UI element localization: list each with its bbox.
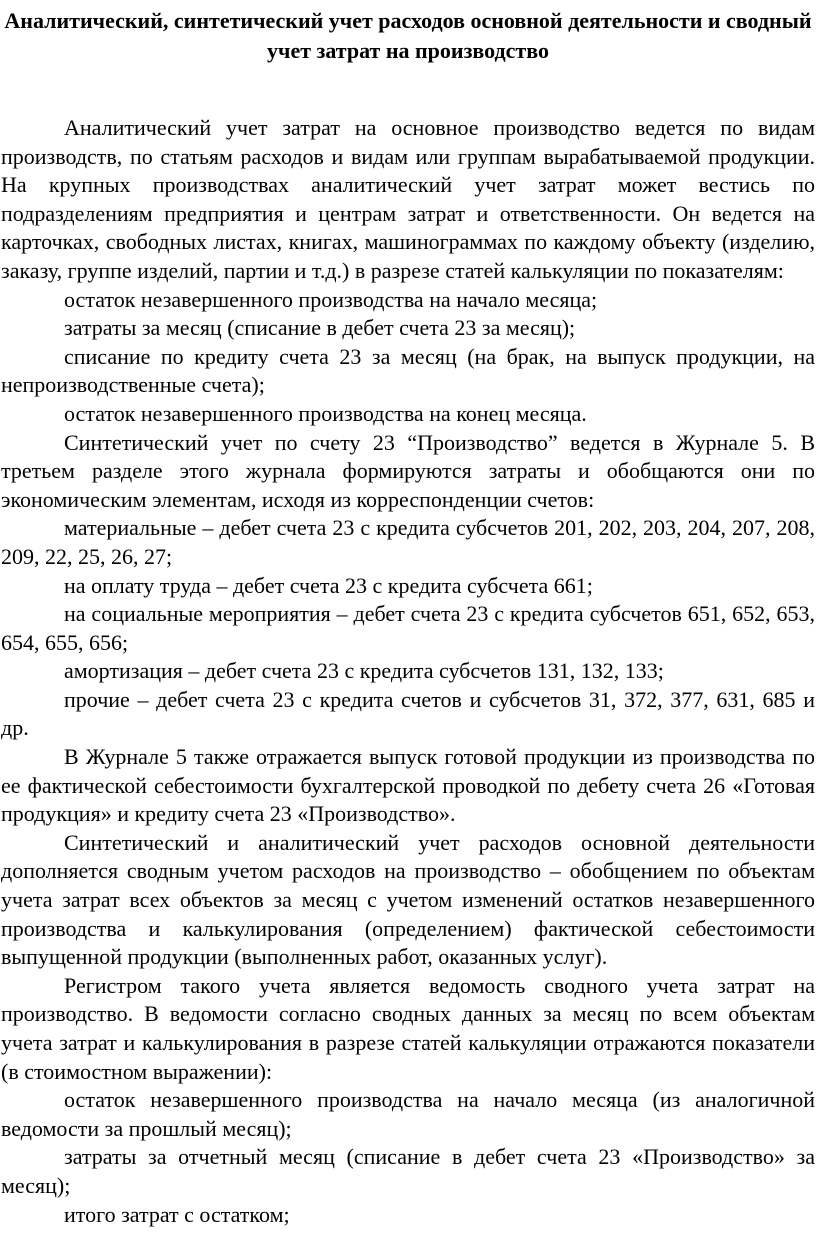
list-item-reporting-costs: затраты за отчетный месяц (списание в дебет счета 23 «Производство» за месяц);: [1, 1144, 815, 1198]
list-item-monthly-costs: затраты за месяц (списание в дебет счета 23 за месяц);: [64, 315, 576, 341]
list-item-social: на социальные мероприятия – дебет счета 23 с кредита субсчетов 651, 652, 653, 654, 655, 656;: [1, 601, 815, 655]
paragraph-summary-accounting: Синтетический и аналитический учет расходов основной деятельности дополняется сводным учетом расходов на производство – обобщением по объектам учета затрат всех объектов за месяц с учетом изменений остатков незавершенного производства и калькулирования (определением) фактической себестоимости выпущенной продукции (выполненных работ, оказанных услуг).: [1, 829, 815, 970]
paragraph-analytic-intro: Аналитический учет затрат на основное производство ведется по видам производств, по статьям расходов и видам или группам вырабатываемой продукции. На крупных производствах аналитический учет затрат может вестись по подразделениям предприятия и центрам затрат и ответственности. Он ведется на карточках, свободных листах, книгах, машинограммах по каждому объекту (изделию, заказу, группе изделий, партии и т.д.) в разрезе статей калькуляции по показателям:: [1, 115, 815, 283]
paragraph-synthetic-intro: Синтетический учет по счету 23 “Производство” ведется в Журнале 5. В третьем разделе этого журнала формируются затраты и обобщаются они по экономическим элементам, исходя из корреспонденции счетов:: [1, 429, 815, 512]
list-item-wip-end: остаток незавершенного производства на конец месяца.: [64, 400, 587, 426]
paragraph-register: Регистром такого учета является ведомость сводного учета затрат на производство. В ведомости согласно сводных данных за месяц по всем объектам учета затрат и калькулирования в разрезе статей калькуляции отражаются показатели (в стоимостном выражении):: [1, 972, 815, 1084]
list-item-labor: на оплату труда – дебет счета 23 с кредита субсчета 661;: [64, 572, 593, 598]
list-item-wip-start-prev: остаток незавершенного производства на начало месяца (из аналогичной ведомости за прошлый месяц);: [1, 1087, 815, 1141]
list-item-credit-writeoff: списание по кредиту счета 23 за месяц (на брак, на выпуск продукции, на непроизводственные счета);: [1, 343, 815, 398]
document-body: [0, 114, 816, 1229]
document-title: Аналитический, синтетический учет расходов основной деятельности и сводный учет затрат на производство: [4, 8, 812, 63]
list-item-amortization: амортизация – дебет счета 23 с кредита субсчетов 131, 132, 133;: [64, 658, 664, 684]
list-item-material: материальные – дебет счета 23 с кредита субсчетов 201, 202, 203, 204, 207, 208, 209, 22, 25, 26, 27;: [1, 515, 815, 569]
paragraph-journal-output: В Журнале 5 также отражается выпуск готовой продукции из производства по ее фактической себестоимости бухгалтерской проводкой по дебету счета 26 «Готовая продукция» и кредиту счета 23 «Производство».: [1, 744, 815, 827]
list-item-other: прочие – дебет счета 23 с кредита счетов и субсчетов 31, 372, 377, 631, 685 и др.: [1, 686, 815, 741]
document-page: [0, 6, 816, 1229]
list-item-total-with-balance: итого затрат с остатком;: [64, 1201, 290, 1227]
list-item-wip-start: остаток незавершенного производства на начало месяца;: [64, 286, 598, 312]
